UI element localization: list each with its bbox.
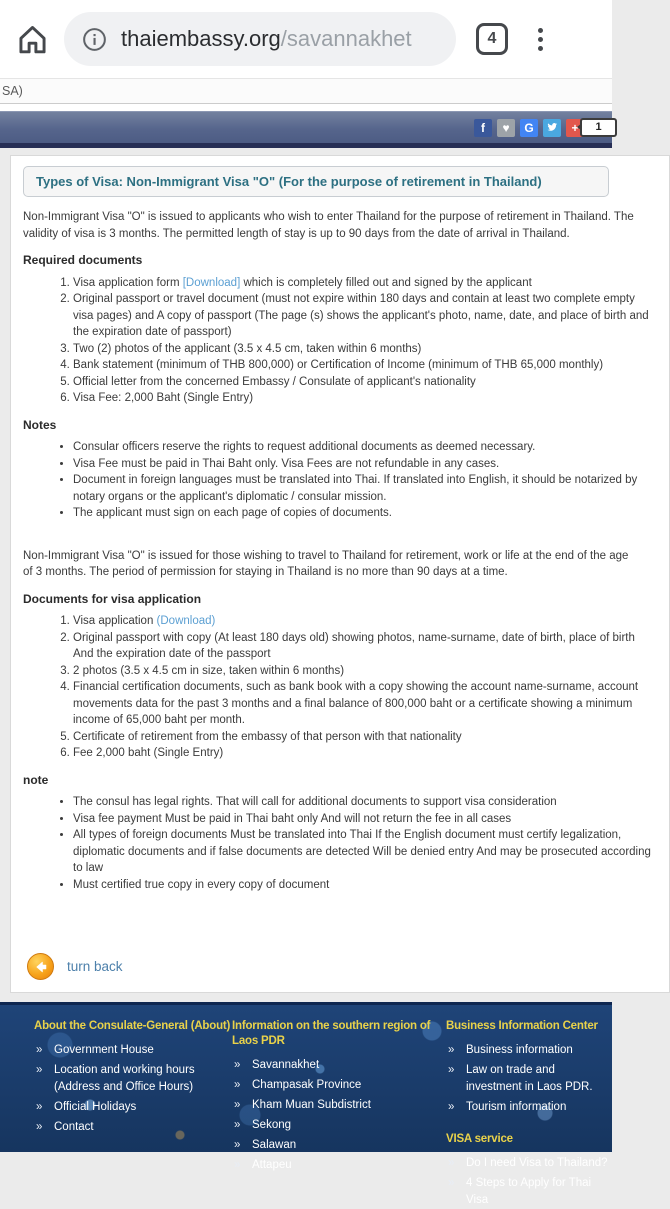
page-title: Types of Visa: Non-Immigrant Visa "O" (For the purpose of retirement in Thailand) — [23, 166, 609, 197]
list-item: • Visa fee payment Must be paid in Thai baht only And will not return the fee in all cases — [73, 811, 655, 828]
content-card — [10, 155, 670, 993]
twitter-icon[interactable] — [543, 119, 561, 137]
page-info-icon[interactable] — [81, 26, 108, 53]
footer-link[interactable]: » Business information — [446, 1042, 612, 1059]
documents-for-visa-list — [23, 613, 655, 762]
footer-link[interactable]: » Attapeu — [232, 1157, 446, 1174]
article-body — [23, 209, 655, 893]
google-icon[interactable]: G — [520, 119, 538, 137]
browser-toolbar — [0, 0, 612, 78]
list-item: 3. Two (2) photos of the applicant (3.5 x 4.5 cm, taken within 6 months) — [73, 341, 655, 358]
list-item: 3. 2 photos (3.5 x 4.5 cm in size, taken within 6 months) — [73, 663, 655, 680]
footer-column-business — [446, 1019, 612, 1206]
list-item: • Document in foreign languages must be translated into Thai. If translated into English, it should be notarized by notary organs or the applicant's diplomatic / consular mission. — [73, 472, 655, 505]
list-item: 4. Financial certification documents, such as bank book with a copy showing the account name-surname, account movements data for the past 3 months and a final balance of 800,000 baht or a certificate showing a minimum income of 65,000 baht per month. — [73, 679, 655, 729]
footer-heading-business: Business Information Center — [446, 1020, 598, 1032]
footer-link[interactable]: » Champasak Province — [232, 1077, 446, 1094]
url-bar[interactable] — [64, 12, 456, 66]
footer-link[interactable]: » Law on trade and investment in Laos PDR. — [446, 1062, 612, 1096]
footer-column-about — [34, 1019, 232, 1152]
footer-link[interactable]: » Contact — [34, 1119, 232, 1136]
documents-for-visa-heading: Documents for visa application — [23, 591, 202, 606]
download-link[interactable]: (Download) — [156, 615, 216, 627]
footer-link[interactable]: » Government House — [34, 1042, 232, 1059]
footer-link[interactable]: » Kham Muan Subdistrict — [232, 1097, 446, 1114]
list-item: • The consul has legal rights. That will call for additional documents to support visa consideration — [73, 794, 655, 811]
share-heart-icon[interactable]: ♥ — [497, 119, 515, 137]
list-item: 1. Visa application form [Download] which is completely filled out and signed by the applicant — [73, 275, 655, 292]
truncated-nav-strip — [0, 78, 612, 104]
turn-back-label: turn back — [67, 959, 123, 974]
list-item: 5. Certificate of retirement from the embassy of that person with that nationality — [73, 729, 655, 746]
footer-link[interactable]: » Salawan — [232, 1137, 446, 1154]
social-share-bar — [0, 111, 612, 148]
spacer — [23, 530, 655, 548]
note-heading: note — [23, 772, 49, 787]
footer-links-about — [34, 1042, 232, 1136]
list-item: 1. Visa application (Download) — [73, 613, 655, 630]
turn-back-button[interactable] — [27, 953, 123, 980]
list-item: 5. Official letter from the concerned Embassy / Consulate of applicant's nationality — [73, 374, 655, 391]
list-item: 4. Bank statement (minimum of THB 800,000) or Certification of Income (minimum of THB 65,000 monthly) — [73, 357, 655, 374]
footer — [0, 1002, 612, 1206]
gap — [0, 104, 612, 111]
truncated-nav-text: SA) — [2, 84, 23, 98]
list-item: • Must certified true copy in every copy of document — [73, 877, 655, 894]
footer-link[interactable]: » Official Holidays — [34, 1099, 232, 1116]
url-path: /savannakhet — [280, 26, 412, 51]
note-list — [23, 794, 655, 893]
footer-links-visa-service — [446, 1155, 612, 1209]
required-documents-list — [23, 275, 655, 407]
list-item: • The applicant must sign on each page of copies of documents. — [73, 505, 655, 522]
download-link[interactable]: [Download] — [182, 276, 241, 289]
back-arrow-icon — [27, 953, 54, 980]
footer-heading-visa-service: VISA service — [446, 1133, 513, 1145]
footer-links-business — [446, 1042, 612, 1116]
footer-heading-southern-region: Information on the southern region of Laos PDR — [232, 1020, 431, 1047]
notes-list — [23, 439, 655, 522]
footer-link[interactable]: » Savannakhet — [232, 1057, 446, 1074]
footer-link[interactable]: » Location and working hours (Address and Office Hours) — [34, 1062, 232, 1096]
intro-paragraph: Non-Immigrant Visa "O" is issued to applicants who wish to enter Thailand for the purpose of retirement in Thailand. The validity of visa is 3 months. The permitted length of stay is up to 90 days from the date of arrival in Thailand. — [23, 211, 634, 240]
footer-link[interactable]: » 4 Steps to Apply for Thai Visa — [446, 1175, 612, 1209]
browser-menu-button[interactable] — [534, 24, 547, 55]
footer-link[interactable]: » Tourism information — [446, 1099, 612, 1116]
notes-heading: Notes — [23, 417, 57, 432]
footer-column-southern-region — [232, 1019, 446, 1171]
tab-switcher-button[interactable]: 4 — [476, 23, 508, 55]
home-button[interactable] — [14, 21, 51, 58]
second-intro-paragraph: Non-Immigrant Visa "O" is issued for those wishing to travel to Thailand for retirement, work or life at the end of the age of 3 months. The period of permission for staying in Thailand is no more than 90 days at a time. — [23, 549, 629, 578]
required-documents-heading: Required documents — [23, 253, 143, 267]
footer-link[interactable]: » Do I need Visa to Thailand? — [446, 1155, 612, 1172]
list-item: • All types of foreign documents Must be translated into Thai If the English document must certify legalization, diplomatic documents and if false documents are detected Will be denied entry And may be prosecuted according to law — [73, 827, 655, 877]
list-item: 6. Visa Fee: 2,000 Baht (Single Entry) — [73, 390, 655, 407]
url-host: thaiembassy.org — [121, 26, 281, 51]
list-item: • Visa Fee must be paid in Thai Baht only. Visa Fees are not refundable in any cases. — [73, 456, 655, 473]
list-item: 2. Original passport with copy (At least 180 days old) showing photos, name-surname, date of birth, place of birth And the expiration date of the passport — [73, 630, 655, 663]
list-item: 2. Original passport or travel document (must not expire within 180 days and contain at least two complete empty visa pages) and A copy of passport (The page (s) shows the applicant's photo, name, date, and place of birth and the expiration date of passport) — [73, 291, 655, 341]
list-item: 6. Fee 2,000 baht (Single Entry) — [73, 745, 655, 762]
share-count-badge: 1 — [580, 118, 617, 137]
facebook-icon[interactable]: f — [474, 119, 492, 137]
footer-link[interactable]: » Sekong — [232, 1117, 446, 1134]
footer-links-southern-region — [232, 1057, 446, 1174]
list-item: • Consular officers reserve the rights to request additional documents as deemed necessary. — [73, 439, 655, 456]
footer-heading-about: About the Consulate-General (About) — [34, 1020, 231, 1032]
